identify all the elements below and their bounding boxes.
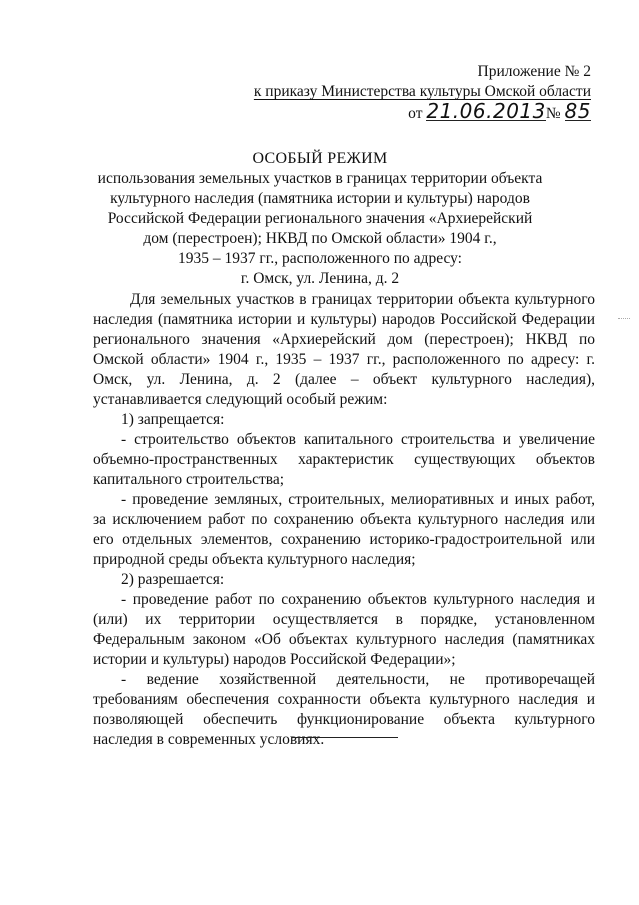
order-reference: к приказу Министерства культуры Омской области bbox=[253, 83, 591, 100]
allowed-item: - ведение хозяйственной деятельности, не противоречащей требованиям обеспечения сохранности объекта культурного наследия и позволяющей обеспечить функционирование объекта культурного наследия в современных условиях. bbox=[93, 671, 595, 748]
closing-rule bbox=[292, 737, 398, 738]
number-prefix: № bbox=[545, 105, 561, 122]
handwritten-number: 85 bbox=[564, 99, 591, 123]
order-date-line bbox=[254, 99, 591, 124]
handwritten-date: 21.06.2013 bbox=[426, 99, 546, 123]
title-line: дом (перестроен); НКВД по Омской области» 1904 г., bbox=[143, 230, 497, 247]
date-prefix: от bbox=[408, 105, 423, 122]
title-line: 1935 – 1937 гг., расположенного по адресу: bbox=[178, 250, 462, 267]
title-line: использования земельных участков в границах территории объекта bbox=[97, 170, 543, 187]
allowed-item: - проведение работ по сохранению объектов культурного наследия и (или) их территории осуществляется в порядке, установленном Федеральным законом «Об объектах культурного наследия (памятниках истории и культуры) народов Российской Федерации»; bbox=[93, 591, 595, 668]
intro-paragraph: Для земельных участков в границах территории объекта культурного наследия (памятника истории и культуры) народов Российской Федерации регионального значения «Архиерейский дом (перестроен); НКВД по Омской области» 1904 г., 1935 – 1937 гг., расположенного по адресу: г. Омск, ул. Ленина, д. 2 (далее – объект культурного наследия), устанавливается следующий особый режим: bbox=[93, 291, 595, 408]
title-line: г. Омск, ул. Ленина, д. 2 bbox=[240, 270, 400, 287]
appendix-header bbox=[254, 62, 591, 124]
title-line: культурного наследия (памятника истории и культуры) народов bbox=[110, 190, 530, 207]
document-body bbox=[93, 290, 595, 750]
title-main: ОСОБЫЙ РЕЖИМ bbox=[252, 150, 388, 167]
appendix-number: Приложение № 2 bbox=[477, 63, 591, 80]
allowed-heading: 2) разрешается: bbox=[121, 571, 225, 588]
document-title bbox=[60, 149, 580, 289]
prohibited-item: - проведение земляных, строительных, мелиоративных и иных работ, за исключением работ по сохранению объекта культурного наследия или его отдельных элементов, сохранению историко-градостроительной или природной среды объекта культурного наследия; bbox=[93, 491, 595, 568]
title-line: Российской Федерации регионального значения «Архиерейский bbox=[107, 210, 533, 227]
prohibited-heading: 1) запрещается: bbox=[121, 411, 225, 428]
prohibited-item: - строительство объектов капитального строительства и увеличение объемно-пространственных характеристик существующих объектов капитального строительства; bbox=[93, 431, 595, 488]
scan-edge-mark bbox=[618, 318, 630, 319]
